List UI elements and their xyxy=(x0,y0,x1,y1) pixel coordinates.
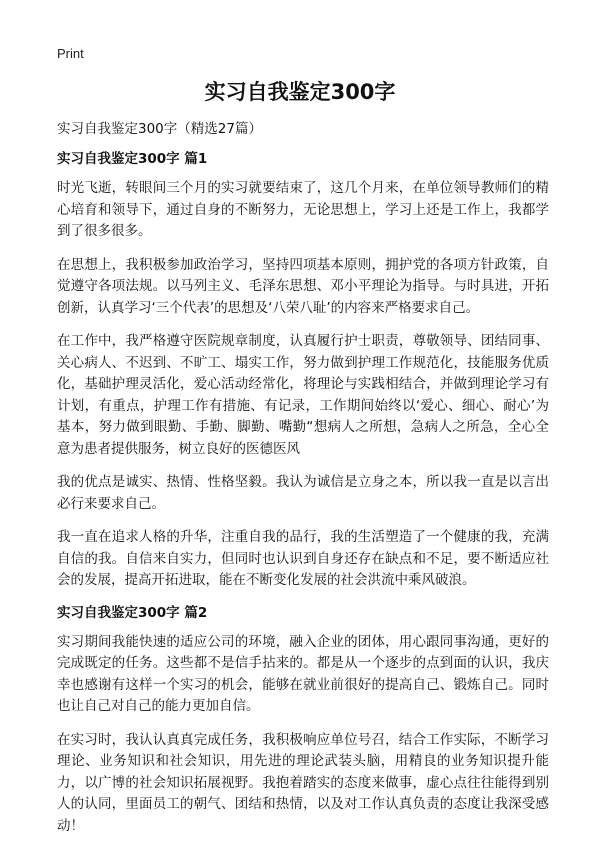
print-label[interactable]: Print xyxy=(57,46,84,61)
paragraph: 我的优点是诚实、热情、性格坚毅。我认为诚信是立身之本，所以我一直是以言出必行来要求自己。 xyxy=(57,474,549,512)
section-heading: 实习自我鉴定300字 篇2 xyxy=(57,604,208,621)
section-2 xyxy=(57,604,549,838)
paragraph: 实习期间我能快速的适应公司的环境，融入企业的团体，用心跟同事沟通，更好的完成既定的任务。这些都不是信手拈来的。都是从一个逐步的点到面的认识，我庆幸也感谢有这样一个实习的机会，能够在就业前很好的提高自己、锻炼自己。同时也让自己对自己的能力更加自信。 xyxy=(57,633,549,714)
paragraph: 在实习时，我认认真真完成任务，我积极响应单位号召，结合工作实际，不断学习理论、业务知识和社会知识，用先进的理论武装头脑，用精良的业务知识提升能力，以广博的社会知识拓展视野。我抱着踏实的态度来做事，虚心点往往能得到别人的认同，里面员工的朝气、团结和热情，以及对工作认真负责的态度让我深受感动！ xyxy=(57,731,549,834)
section-heading: 实习自我鉴定300字 篇1 xyxy=(57,151,208,167)
paragraph: 在工作中，我严格遵守医院规章制度，认真履行护士职责，尊敬领导、团结同事、关心病人、不迟到、不旷工、塌实工作，努力做到护理工作规范化，技能服务优质化，基础护理灵活化，爱心活动经常化，将理论与实践相结合，并做到理论学习有计划，有重点，护理工作有措施、有记录，工作期间始终以‘爱心、细心、耐心’为基本，努力做到眼勤、手勤、脚勤、嘴勤“想病人之所想，急病人之所急，全心全意为患者提供服务，树立良好的医德医风 xyxy=(57,333,549,457)
section-1 xyxy=(57,150,549,592)
document-body xyxy=(57,150,549,849)
paragraph: 时光飞逝，转眼间三个月的实习就要结束了，这几个月来，在单位领导教师们的精心培育和领导下，通过自身的不断努力，无论思想上，学习上还是工作上，我都学到了很多很多。 xyxy=(57,180,549,239)
paragraph: 我一直在追求人格的升华，注重自我的品行，我的生活塑造了一个健康的我，充满自信的我。自信来自实力，但同时也认识到自身还存在缺点和不足，要不断适应社会的发展，提高开拓进取，能在不断变化发展的社会洪流中乘风破浪。 xyxy=(57,529,549,588)
page-title: 实习自我鉴定300字 xyxy=(204,80,396,104)
document-subtitle: 实习自我鉴定300字（精选27篇） xyxy=(57,121,262,137)
paragraph: 在思想上，我积极参加政治学习，坚持四项基本原则，拥护党的各项方针政策，自觉遵守各项法规。以马列主义、毛泽东思想、邓小平理论为指导。与时具进，开拓创新，认真学习‘三个代表’的思想及‘八荣八耻’的内容来严格要求自己。 xyxy=(57,256,549,316)
